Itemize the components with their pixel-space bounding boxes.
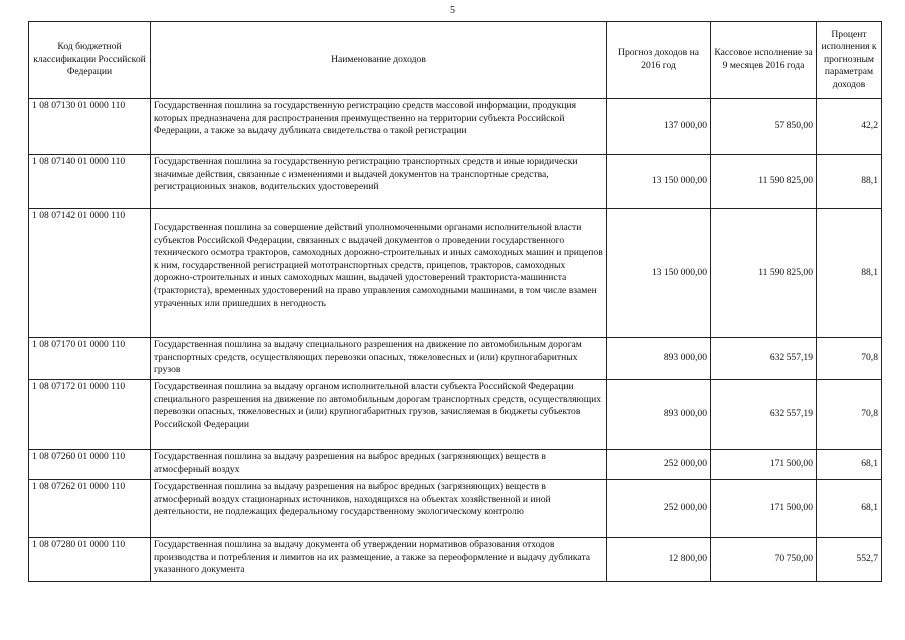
- row-cash: 57 850,00: [711, 99, 817, 155]
- row-name: Государственная пошлина за выдачу специального разрешения на движение по автомобильным дорогам транспортных средств, осуществляющих перевозки опасных, тяжеловесных и (или) крупногабаритных грузов: [151, 338, 607, 380]
- row-code: 1 08 07142 01 0000 110: [29, 209, 151, 338]
- header-forecast: Прогноз доходов на 2016 год: [607, 22, 711, 99]
- table-header-row: [29, 22, 882, 99]
- row-name: Государственная пошлина за выдачу органом исполнительной власти субъекта Российской Федерации специального разрешения на движение по автомобильным дорогам транспортных средств, осуществляющих перевозки опасных, тяжеловесных и (или) крупногабаритных грузов, зачисляемая в бюджеты субъектов Российской Федерации: [151, 380, 607, 450]
- row-name: Государственная пошлина за выдачу разрешения на выброс вредных (загрязняющих) веществ в атмосферный воздух стационарных источников, находящихся на объектах хозяйственной и иной деятельности, не подлежащих федеральному государственному экологическому контролю: [151, 480, 607, 538]
- row-forecast: 893 000,00: [607, 338, 711, 380]
- row-percent: 68,1: [817, 480, 882, 538]
- row-name: Государственная пошлина за государственную регистрацию транспортных средств и иные юридически значимые действия, связанные с изменениями и выдачей документов на транспортные средства, регистрационных знаков, водительских удостоверений: [151, 155, 607, 209]
- table-row: [29, 338, 882, 380]
- row-code: 1 08 07262 01 0000 110: [29, 480, 151, 538]
- row-code: 1 08 07130 01 0000 110: [29, 99, 151, 155]
- row-forecast: 252 000,00: [607, 450, 711, 480]
- row-cash: 632 557,19: [711, 380, 817, 450]
- header-name: Наименование доходов: [151, 22, 607, 99]
- row-percent: 552,7: [817, 538, 882, 582]
- row-name: Государственная пошлина за совершение действий уполномоченными органами исполнительной власти субъектов Российской Федерации, связанных с выдачей документов о проведении государственного технического осмотра тракторов, самоходных дорожно-строительных и иных самоходных машин и прицепов к ним, государственной регистрацией мототранспортных средств, прицепов, тракторов, самоходных дорожно-строительных и иных самоходных машин, выдачей удостоверений тракториста-машиниста (тракториста), временных удостоверений на право управления самоходными машинами, в том числе взамен утраченных или пришедших в негодность: [151, 209, 607, 338]
- row-forecast: 13 150 000,00: [607, 209, 711, 338]
- table-row: [29, 209, 882, 338]
- table-row: [29, 480, 882, 538]
- row-cash: 632 557,19: [711, 338, 817, 380]
- row-name: Государственная пошлина за выдачу документа об утверждении нормативов образования отходов производства и потребления и лимитов на их размещение, а также за переоформление и выдачу дубликата указанного документа: [151, 538, 607, 582]
- row-cash: 11 590 825,00: [711, 209, 817, 338]
- row-forecast: 893 000,00: [607, 380, 711, 450]
- page-number: 5: [450, 5, 455, 16]
- table-row: [29, 380, 882, 450]
- row-percent: 88,1: [817, 209, 882, 338]
- header-cash: Кассовое исполнение за 9 месяцев 2016 года: [711, 22, 817, 99]
- row-percent: 42,2: [817, 99, 882, 155]
- row-forecast: 13 150 000,00: [607, 155, 711, 209]
- row-code: 1 08 07280 01 0000 110: [29, 538, 151, 582]
- table-row: [29, 450, 882, 480]
- row-code: 1 08 07140 01 0000 110: [29, 155, 151, 209]
- table-row: [29, 155, 882, 209]
- revenue-table: [28, 21, 882, 582]
- row-code: 1 08 07172 01 0000 110: [29, 380, 151, 450]
- row-code: 1 08 07170 01 0000 110: [29, 338, 151, 380]
- row-percent: 70,8: [817, 380, 882, 450]
- header-percent: Процент исполнения к прогнозным параметрам доходов: [817, 22, 882, 99]
- table-row: [29, 538, 882, 582]
- row-percent: 68,1: [817, 450, 882, 480]
- table-row: [29, 99, 882, 155]
- row-cash: 70 750,00: [711, 538, 817, 582]
- row-percent: 70,8: [817, 338, 882, 380]
- row-forecast: 252 000,00: [607, 480, 711, 538]
- row-forecast: 12 800,00: [607, 538, 711, 582]
- row-cash: 171 500,00: [711, 450, 817, 480]
- row-name: Государственная пошлина за выдачу разрешения на выброс вредных (загрязняющих) веществ в атмосферный воздух: [151, 450, 607, 480]
- row-code: 1 08 07260 01 0000 110: [29, 450, 151, 480]
- row-forecast: 137 000,00: [607, 99, 711, 155]
- header-code: Код бюджетной классификации Российской Федерации: [29, 22, 151, 99]
- row-name: Государственная пошлина за государственную регистрацию средств массовой информации, продукция которых предназначена для распространения преимущественно на территории субъекта Российской Федерации, а также за выдачу дубликата свидетельства о такой регистрации: [151, 99, 607, 155]
- row-cash: 171 500,00: [711, 480, 817, 538]
- row-percent: 88,1: [817, 155, 882, 209]
- row-cash: 11 590 825,00: [711, 155, 817, 209]
